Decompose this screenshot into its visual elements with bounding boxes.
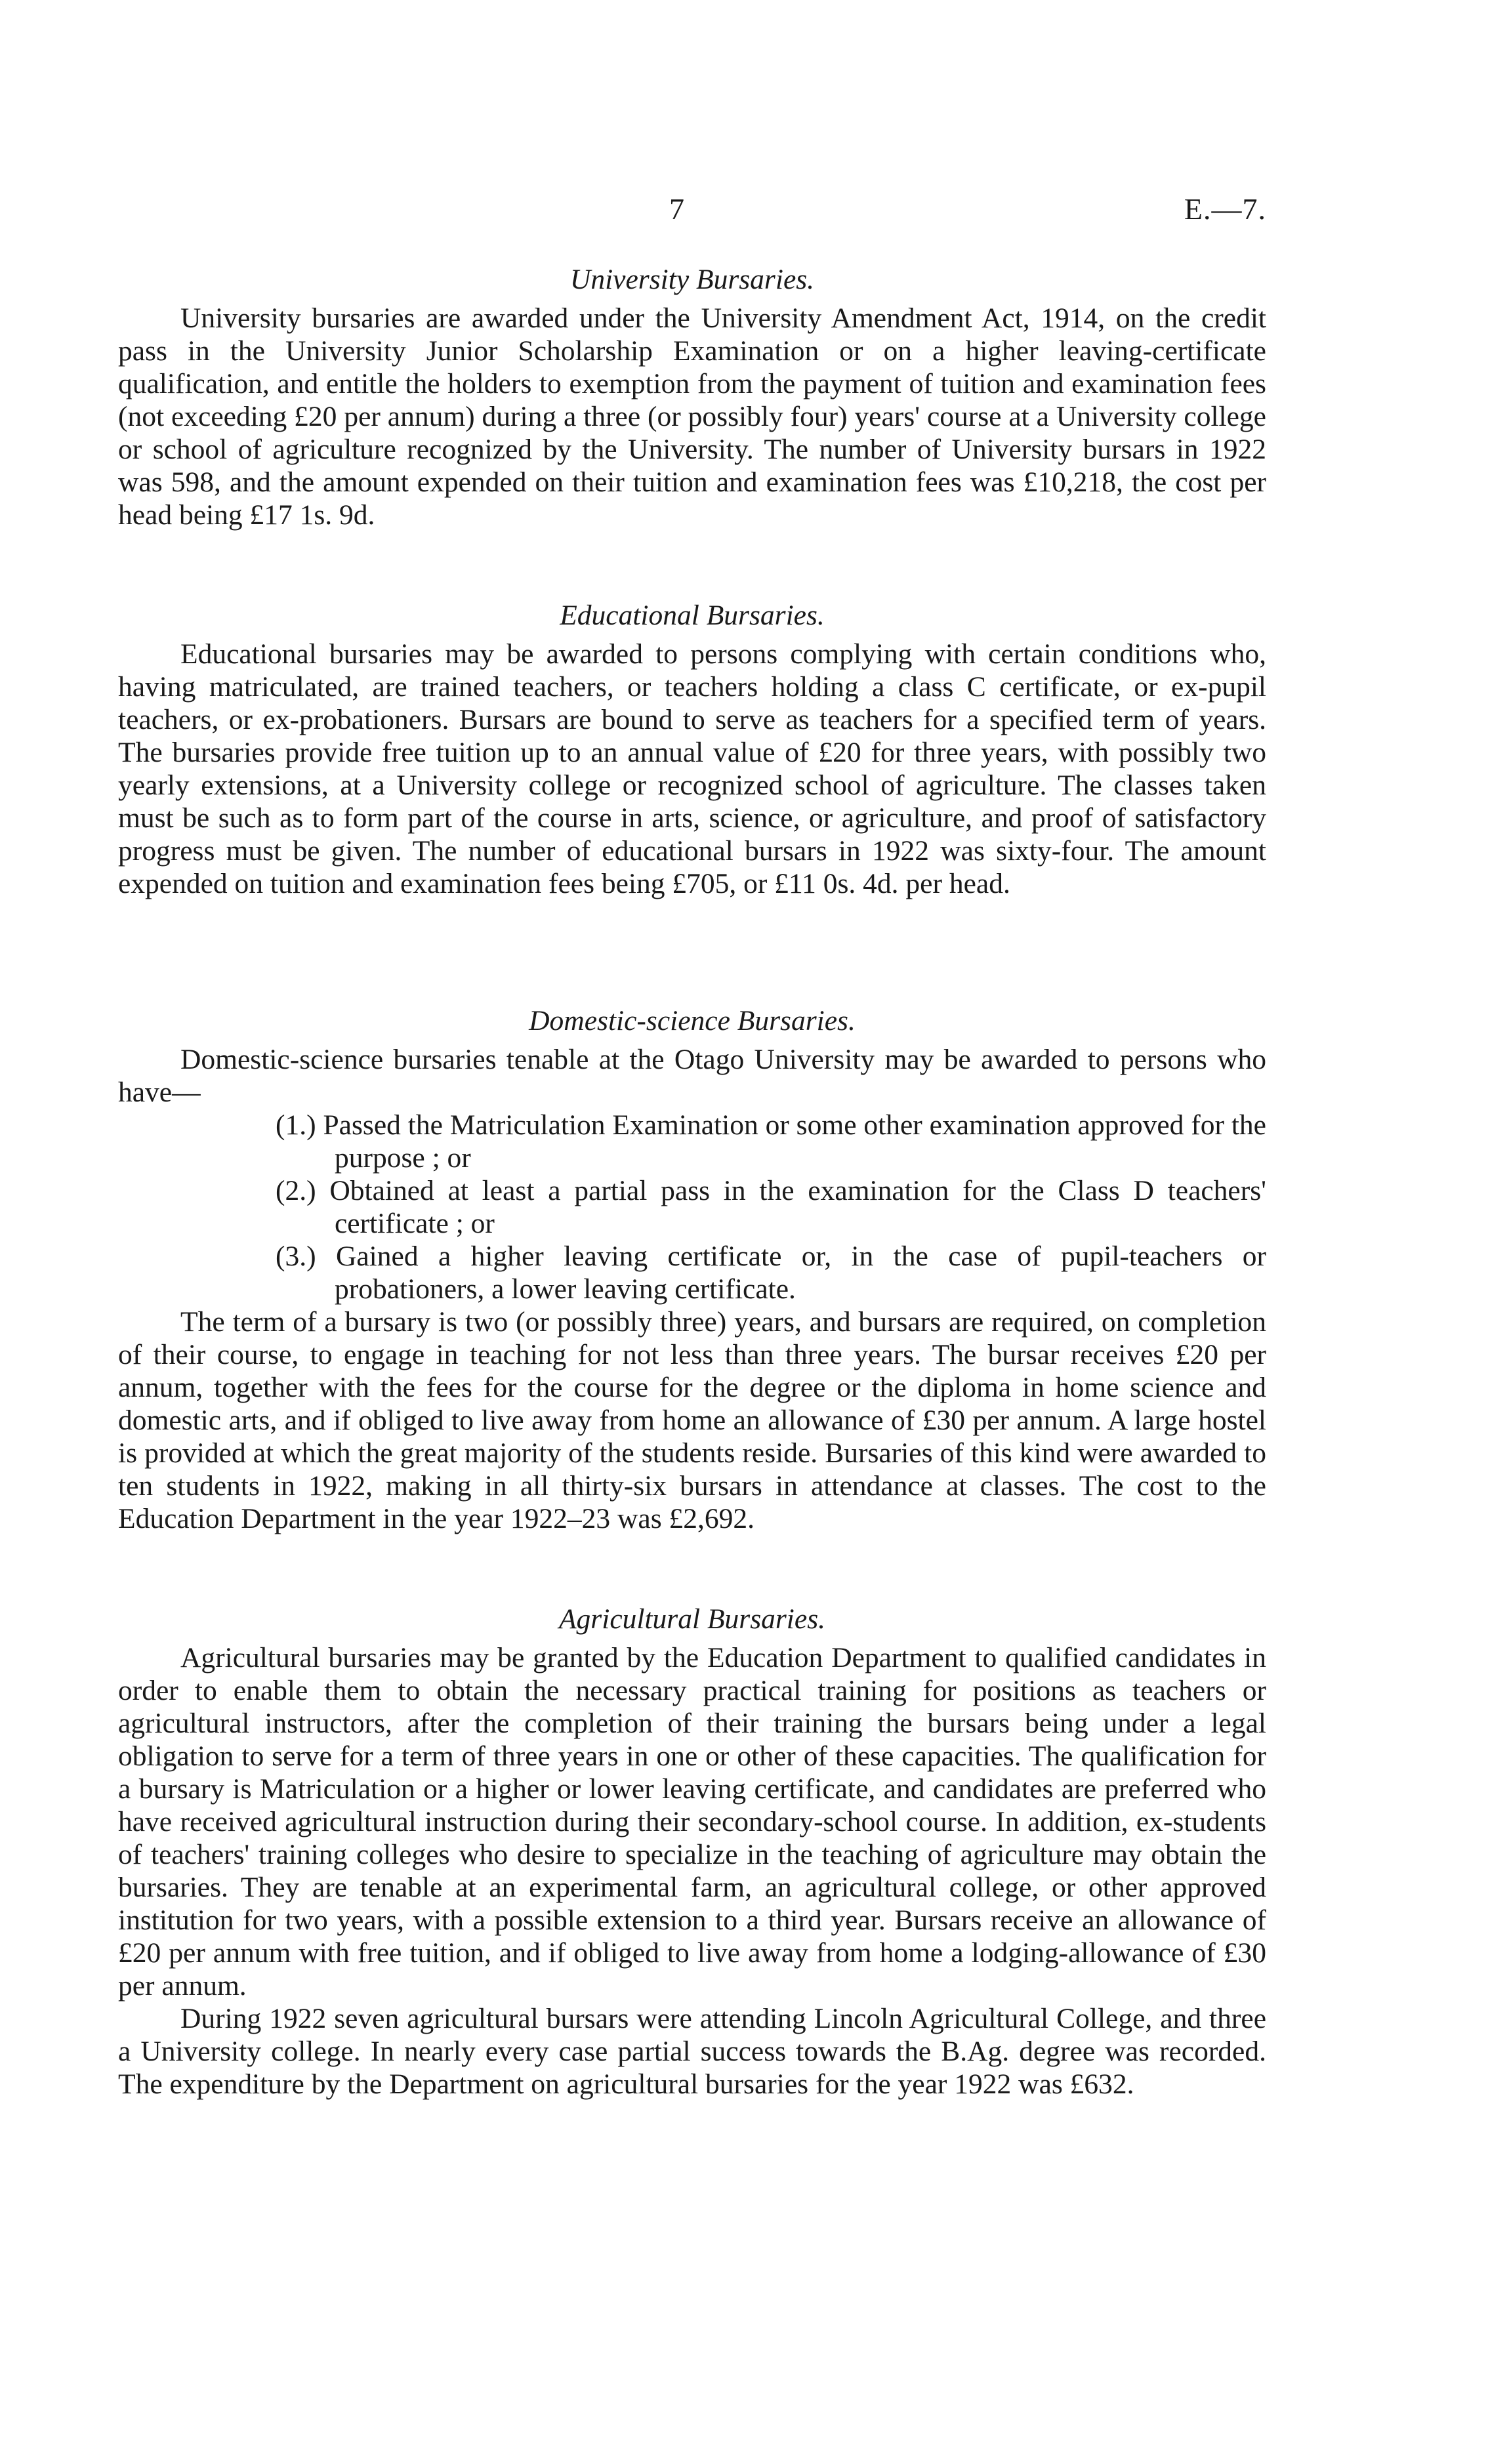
section-heading: Agricultural Bursaries. (558, 1603, 825, 1635)
section-paragraph: The term of a bursary is two (or possibly three) years, and bursars are required, on completion of their course, to engage in teaching for not less than three years. The bursar receives £20 per annum, together with the fees for the course for the degree or the diploma in home science and domestic arts, and if obliged to live away from home an allowance of £30 per annum. A large hostel is provided at which the great majority of the students reside. Bursaries of this kind were awarded to ten students in 1922, making in all thirty-six bursars in attendance at classes. The cost to the Education Department in the year 1922–23 was £2,692. (118, 1306, 1266, 1534)
section-university-bursaries (118, 262, 1266, 531)
section-paragraph: During 1922 seven agricultural bursars were attending Lincoln Agricultural College, and three a University college. In nearly every case partial success towards the B.Ag. degree was recorded. The expenditure by the Department on agricultural bursaries for the year 1922 was £632. (118, 2003, 1266, 2100)
section-paragraph: University bursaries are awarded under the University Amendment Act, 1914, on the credit pass in the University Junior Scholarship Examination or on a higher leaving-certificate qualification, and entitle the holders to exemption from the payment of tuition and examination fees (not exceeding £20 per annum) during a three (or possibly four) years' course at a University college or school of agriculture recognized by the University. The number of University bursars in 1922 was 598, and the amount expended on their tuition and examination fees was £10,218, the cost per head being £17 1s. 9d. (118, 302, 1266, 531)
section-intro: Domestic-science bursaries tenable at the Otago University may be awarded to persons who have— (118, 1044, 1266, 1108)
document-reference: E.—7. (1184, 192, 1266, 226)
section-heading: Domestic-science Bursaries. (529, 1005, 856, 1037)
qualification-list (118, 1109, 1266, 1305)
section-agricultural-bursaries (118, 1602, 1266, 2101)
section-paragraph: Agricultural bursaries may be granted by the Education Department to qualified candidates in order to enable them to obtain the necessary practical training for positions as teachers or agricultural instructors, after the completion of their training the bursars being under a legal obligation to serve for a term of three years in one or other of these capacities. The qualification for a bursary is Matriculation or a higher or lower leaving certificate, and candidates are preferred who have received agricultural instruction during their secondary-school course. In addition, ex-students of teachers' training colleges who desire to specialize in the teaching of agriculture may obtain the bursaries. They are tenable at an experimental farm, an agricultural college, or other approved institution for two years, with a possible extension to a third year. Bursars receive an allowance of £20 per annum with free tuition, and if obliged to live away from home a lodging-allowance of £30 per annum. (118, 1642, 1266, 2002)
list-item: (3.) Gained a higher leaving certificate or, in the case of pupil-teachers or probationers, a lower leaving certificate. (276, 1241, 1266, 1305)
page-number: 7 (669, 192, 684, 226)
section-heading: Educational Bursaries. (560, 600, 825, 631)
list-item: (2.) Obtained at least a partial pass in the examination for the Class D teachers' certificate ; or (276, 1175, 1266, 1239)
section-paragraph: Educational bursaries may be awarded to persons complying with certain conditions who, having matriculated, are trained teachers, or teachers holding a class C certificate, or ex-pupil teachers, or ex-probationers. Bursars are bound to serve as teachers for a specified term of years. The bursaries provide free tuition up to an annual value of £20 for three years, with possibly two yearly extensions, at a University college or recognized school of agriculture. The classes taken must be such as to form part of the course in arts, science, or agriculture, and proof of satisfactory progress must be given. The number of educational bursars in 1922 was sixty-four. The amount expended on tuition and examination fees being £705, or £11 0s. 4d. per head. (118, 638, 1266, 899)
list-item: (1.) Passed the Matriculation Examination or some other examination approved for the purpose ; or (276, 1109, 1266, 1174)
section-educational-bursaries (118, 598, 1266, 900)
page-header (118, 192, 1266, 237)
section-domestic-science-bursaries (118, 1004, 1266, 1535)
section-heading: University Bursaries. (569, 264, 815, 295)
